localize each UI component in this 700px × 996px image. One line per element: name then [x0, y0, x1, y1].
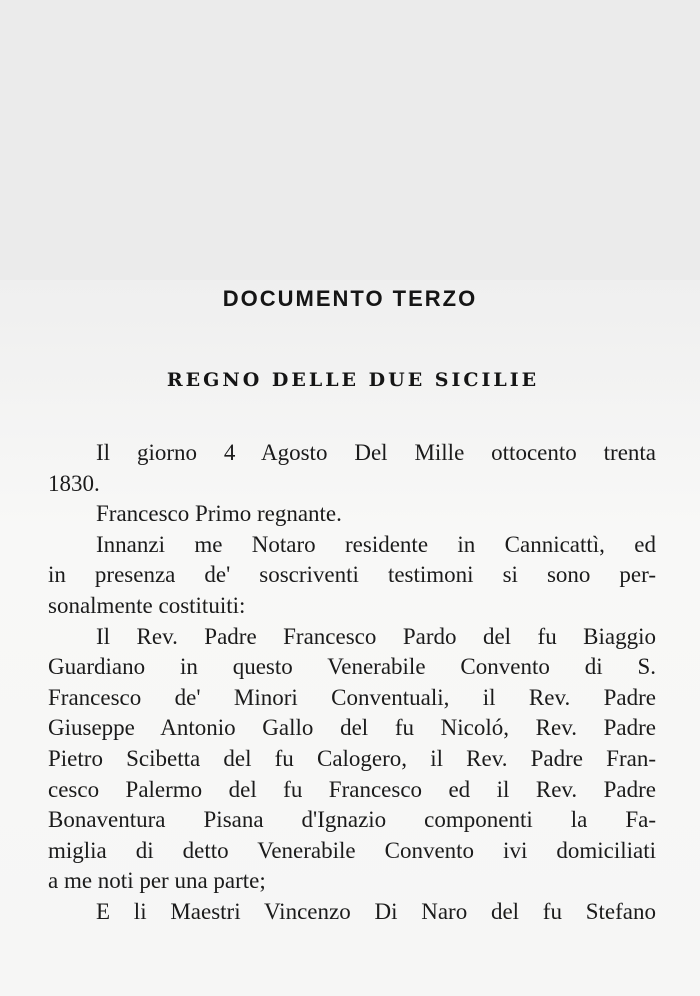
text-line: Guardiano in questo Venerabile Convento di S.	[48, 654, 656, 680]
text-line: Francesco Primo regnante.	[96, 501, 342, 527]
text-line: 1830.	[48, 470, 100, 496]
text-line: Giuseppe Antonio Gallo del fu Nicoló, Rev. Padre	[48, 715, 656, 741]
text-line: Bonaventura Pisana d'Ignazio componenti la Fa-	[48, 807, 656, 833]
text-line: Innanzi me Notaro residente in Cannicattì, ed	[96, 531, 656, 557]
text-line: in presenza de' soscriventi testimoni si sono per-	[48, 562, 656, 588]
document-subtitle: REGNO DELLE DUE SICILIE	[166, 369, 540, 391]
text-line: Pietro Scibetta del fu Calogero, il Rev. Padre Fran-	[48, 745, 656, 771]
document-title: DOCUMENTO TERZO	[222, 286, 478, 311]
text-line: Francesco de' Minori Conventuali, il Rev. Padre	[48, 684, 656, 710]
text-line: sonalmente costituiti:	[48, 592, 246, 618]
text-line: a me noti per una parte;	[48, 868, 266, 894]
text-line: cesco Palermo del fu Francesco ed il Rev. Padre	[48, 776, 656, 802]
text-line: miglia di detto Venerabile Convento ivi domiciliati	[48, 837, 656, 863]
document-body	[48, 438, 656, 928]
text-line: Il giorno 4 Agosto Del Mille ottocento trenta	[96, 440, 656, 465]
text-line: Il Rev. Padre Francesco Pardo del fu Biaggio	[96, 623, 656, 649]
text-line: E li Maestri Vincenzo Di Naro del fu Stefano	[96, 898, 656, 924]
